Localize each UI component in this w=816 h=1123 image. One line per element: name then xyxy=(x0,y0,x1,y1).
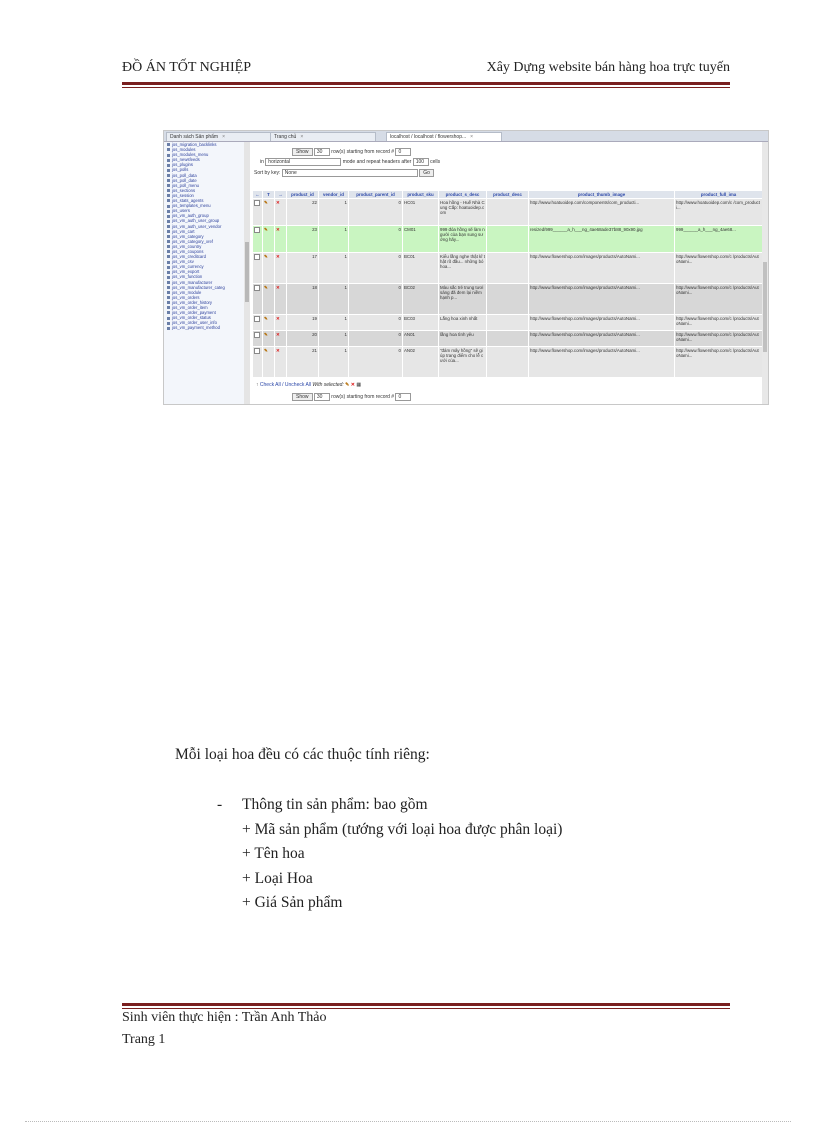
go-button[interactable]: Go xyxy=(419,169,434,177)
delete-icon[interactable]: ✕ xyxy=(350,382,355,388)
scroll-thumb[interactable] xyxy=(245,242,249,302)
col-header[interactable]: product_id xyxy=(287,191,319,199)
sidebar-table-link[interactable]: jos_vm_order_user_info xyxy=(164,320,244,325)
sidebar-table-link[interactable]: jos_vm_order_payment xyxy=(164,310,244,315)
delete-icon[interactable]: ✕ xyxy=(275,315,287,331)
start-input[interactable]: 0 xyxy=(395,148,411,156)
tab-home[interactable] xyxy=(270,132,376,141)
table-row[interactable] xyxy=(253,315,763,331)
export-icon[interactable]: ▦ xyxy=(356,382,362,388)
cell-short-desc: Màu sắc trẻ trung tươi sáng đã đem lại niềm hạnh p... xyxy=(439,284,487,315)
cell-sku: AN01 xyxy=(403,331,439,347)
sort-label: Sort by key: xyxy=(254,170,281,176)
table-row[interactable] xyxy=(253,331,763,347)
sidebar-table-link[interactable]: jos_vm_orders xyxy=(164,295,244,300)
sidebar-table-link[interactable]: jos_vm_category xyxy=(164,234,244,239)
cell-full-image: http://www.flowershop.com/c /products/AutoNami... xyxy=(675,253,763,284)
scroll-thumb[interactable] xyxy=(763,262,767,352)
row-checkbox[interactable] xyxy=(253,199,263,226)
sidebar-table-link[interactable]: jos_users xyxy=(164,208,244,213)
col-header[interactable]: product_full_ima xyxy=(675,191,763,199)
in-text: in xyxy=(260,159,264,165)
browser-tab-bar xyxy=(164,131,768,142)
cell-full-image: http://www.flowershop.com/c /products/AutoNami... xyxy=(675,331,763,347)
footer-rule-thin xyxy=(122,1008,730,1009)
cell-vendor-id: 1 xyxy=(319,253,349,284)
cell-product-id: 21 xyxy=(287,347,319,378)
close-icon[interactable]: × xyxy=(300,134,304,140)
sidebar-table-link[interactable]: jos_vm_manufacturer xyxy=(164,280,244,285)
cell-full-image: http://www.hoatuoidep.com/c /com_producti... xyxy=(675,199,763,226)
row-checkbox[interactable] xyxy=(253,331,263,347)
header-arrow: ← xyxy=(253,191,263,199)
table-header-row xyxy=(253,191,763,199)
page-header xyxy=(122,60,730,80)
col-header[interactable]: vendor_id xyxy=(319,191,349,199)
edit-icon[interactable]: ✎ xyxy=(263,226,275,253)
cell-product-id: 22 xyxy=(287,199,319,226)
sidebar-table-link[interactable]: jos_vm_csv xyxy=(164,259,244,264)
sidebar-table-link[interactable]: jos_poll_date xyxy=(164,178,244,183)
cell-thumb-image: http://www.hoatuoidep.com/components/com_producti... xyxy=(529,199,675,226)
cell-product-id: 19 xyxy=(287,315,319,331)
cell-full-image: 999______a_h___ng_4ae68... xyxy=(675,226,763,253)
sidebar-table-link[interactable]: jos_vm_export xyxy=(164,269,244,274)
tab-product-list[interactable] xyxy=(166,132,272,141)
cell-sku: BC02 xyxy=(403,284,439,315)
sidebar-table-link[interactable]: jos_poll_menu xyxy=(164,183,244,188)
sidebar-table-link[interactable]: jos_sections xyxy=(164,188,244,193)
header-t[interactable]: T xyxy=(263,191,275,199)
show-controls-bottom xyxy=(292,393,411,401)
sidebar-table-link[interactable]: jos_session xyxy=(164,193,244,198)
cell-short-desc: 999 đóa hồng sẽ làm người của bạn sung sướng hãy... xyxy=(439,226,487,253)
cell-parent-id: 0 xyxy=(349,253,403,284)
cell-sku: BC01 xyxy=(403,253,439,284)
product-table xyxy=(252,190,763,378)
cell-full-image: http://www.flowershop.com/c /products/AutoNami... xyxy=(675,315,763,331)
cell-desc xyxy=(487,199,529,226)
sidebar-table-link[interactable]: jos_vm_order_history xyxy=(164,300,244,305)
browse-panel xyxy=(252,142,768,404)
sidebar-table-link[interactable]: jos_vm_cart xyxy=(164,229,244,234)
delete-icon[interactable]: ✕ xyxy=(275,331,287,347)
sidebar-table-link[interactable]: jos_migration_backlinks xyxy=(164,142,244,147)
cell-thumb-image: http://www.flowershop.com/images/products/AutoNami... xyxy=(529,284,675,315)
delete-icon[interactable]: ✕ xyxy=(275,226,287,253)
col-header[interactable]: product_thumb_image xyxy=(529,191,675,199)
row-checkbox[interactable] xyxy=(253,315,263,331)
header-title-right: Xây Dựng website bán hàng hoa trực tuyến xyxy=(486,60,730,75)
rows-text: row(s) starting from record # xyxy=(331,394,395,400)
show-button[interactable]: Show xyxy=(292,393,313,401)
cell-parent-id: 0 xyxy=(349,315,403,331)
cell-vendor-id: 1 xyxy=(319,315,349,331)
sidebar-table-link[interactable]: jos_vm_auth_user_vendor xyxy=(164,224,244,229)
edit-icon[interactable]: ✎ xyxy=(263,284,275,315)
col-header[interactable]: product_s_desc xyxy=(439,191,487,199)
cell-vendor-id: 1 xyxy=(319,284,349,315)
phpmyadmin-screenshot xyxy=(163,130,769,405)
sidebar-table-link[interactable]: jos_modules_menu xyxy=(164,152,244,157)
mode-controls xyxy=(260,158,440,166)
page-edge-divider xyxy=(25,1121,791,1122)
tab-label: localhost / localhost / flowershop... xyxy=(390,134,467,140)
sidebar-table-link[interactable]: jos_vm_function xyxy=(164,274,244,279)
delete-icon[interactable]: ✕ xyxy=(275,284,287,315)
cell-product-id: 18 xyxy=(287,284,319,315)
cell-desc xyxy=(487,226,529,253)
footer-student: Sinh viên thực hiện : Trần Anh Thảo xyxy=(122,1010,327,1025)
row-checkbox[interactable] xyxy=(253,347,263,378)
bullet-dash: - xyxy=(217,796,223,813)
row-checkbox[interactable] xyxy=(253,226,263,253)
sidebar-table-link[interactable]: jos_vm_creditcard xyxy=(164,254,244,259)
sidebar-table-link[interactable]: jos_vm_order_status xyxy=(164,315,244,320)
sidebar-table-link[interactable]: jos_vm_module xyxy=(164,290,244,295)
cell-short-desc: Lẵng hoa xinh nhất xyxy=(439,315,487,331)
check-all-bar xyxy=(256,382,361,388)
sidebar-table-link[interactable]: jos_stats_agents xyxy=(164,198,244,203)
delete-icon[interactable]: ✕ xyxy=(275,347,287,378)
cell-parent-id: 0 xyxy=(349,199,403,226)
cell-product-id: 17 xyxy=(287,253,319,284)
delete-icon[interactable]: ✕ xyxy=(275,199,287,226)
cell-full-image: http://www.flowershop.com/c /products/AutoNami... xyxy=(675,347,763,378)
col-header[interactable]: product_desc xyxy=(487,191,529,199)
sidebar-scrollbar[interactable] xyxy=(244,142,250,404)
cell-sku: CM01 xyxy=(403,226,439,253)
sidebar-table-link[interactable]: jos_vm_order_item xyxy=(164,305,244,310)
rows-input[interactable]: 30 xyxy=(314,148,330,156)
cell-thumb-image: http://www.flowershop.com/images/products/AutoNami... xyxy=(529,315,675,331)
cell-thumb-image: http://www.flowershop.com/images/products/AutoNami... xyxy=(529,331,675,347)
edit-icon[interactable]: ✎ xyxy=(263,253,275,284)
sort-controls xyxy=(254,169,434,177)
show-button[interactable]: Show xyxy=(292,148,313,156)
edit-icon[interactable]: ✎ xyxy=(345,382,350,388)
header-arrow-right: → xyxy=(275,191,287,199)
cell-vendor-id: 1 xyxy=(319,226,349,253)
mode-select[interactable]: horizontal xyxy=(265,158,341,166)
cell-short-desc: lẵng hoa tình yêu xyxy=(439,331,487,347)
table-list-sidebar xyxy=(164,142,245,404)
start-input[interactable]: 0 xyxy=(395,393,411,401)
edit-icon[interactable]: ✎ xyxy=(263,315,275,331)
delete-icon[interactable]: ✕ xyxy=(275,253,287,284)
rows-input[interactable]: 30 xyxy=(314,393,330,401)
col-header[interactable]: product_parent_id xyxy=(349,191,403,199)
sidebar-table-link[interactable]: jos_vm_payment_method xyxy=(164,325,244,330)
sort-select[interactable]: None xyxy=(282,169,418,177)
table-row[interactable] xyxy=(253,284,763,315)
sidebar-table-link[interactable]: jos_newsfeeds xyxy=(164,157,244,162)
sidebar-table-link[interactable]: jos_plugins xyxy=(164,162,244,167)
sidebar-table-link[interactable]: jos_vm_manufacturer_categ xyxy=(164,285,244,290)
cell-desc xyxy=(487,331,529,347)
cell-vendor-id: 1 xyxy=(319,347,349,378)
cell-thumb-image: http://www.flowershop.com/images/products/AutoNami... xyxy=(529,253,675,284)
cell-vendor-id: 1 xyxy=(319,331,349,347)
cell-parent-id: 0 xyxy=(349,331,403,347)
table-row[interactable] xyxy=(253,347,763,378)
sidebar-table-link[interactable]: jos_polls xyxy=(164,167,244,172)
footer-rule xyxy=(122,1003,730,1006)
close-icon[interactable]: × xyxy=(470,134,474,140)
list-item: + Tên hoa xyxy=(242,845,305,862)
sidebar-table-link[interactable]: jos_vm_category_xref xyxy=(164,239,244,244)
list-item: + Loại Hoa xyxy=(242,870,313,887)
header-rule-thin xyxy=(122,87,730,88)
sidebar-table-link[interactable]: jos_vm_coupons xyxy=(164,249,244,254)
with-selected-label: With selected: xyxy=(312,382,344,388)
footer-page-number: Trang 1 xyxy=(122,1032,166,1047)
cell-product-id: 23 xyxy=(287,226,319,253)
rows-text: row(s) starting from record # xyxy=(331,149,395,155)
edit-icon[interactable]: ✎ xyxy=(263,347,275,378)
tab-localhost[interactable] xyxy=(386,132,502,141)
cell-parent-id: 0 xyxy=(349,226,403,253)
cell-desc xyxy=(487,347,529,378)
cell-short-desc: Kiểu lẵng nghe thật kĩ thật rõ đầu... những bó hoa... xyxy=(439,253,487,284)
tab-label: Trang chủ xyxy=(274,134,297,140)
row-checkbox[interactable] xyxy=(253,284,263,315)
cell-short-desc: Hoa hồng - Huế Nhà Cung Cấp: hoatuoidep.com xyxy=(439,199,487,226)
cell-parent-id: 0 xyxy=(349,284,403,315)
cell-desc xyxy=(487,284,529,315)
cell-product-id: 20 xyxy=(287,331,319,347)
list-item: + Mã sản phẩm (tướng với loại hoa được phân loại) xyxy=(242,821,563,838)
table-row[interactable] xyxy=(253,253,763,284)
close-icon[interactable]: × xyxy=(222,134,226,140)
header-title-left: ĐỒ ÁN TỐT NGHIỆP xyxy=(122,60,251,75)
sidebar-table-link[interactable]: jos_vm_auth_group xyxy=(164,213,244,218)
cell-short-desc: "đám mây hồng" sẽ giúp trang điểm cho lễ cưới của... xyxy=(439,347,487,378)
sidebar-table-link[interactable]: jos_templates_menu xyxy=(164,203,244,208)
cell-parent-id: 0 xyxy=(349,347,403,378)
arrow-up-icon: ↑ xyxy=(256,382,259,388)
show-controls xyxy=(292,148,411,156)
cell-vendor-id: 1 xyxy=(319,199,349,226)
sidebar-table-link[interactable]: jos_vm_currency xyxy=(164,264,244,269)
sidebar-table-link[interactable]: jos_poll_data xyxy=(164,173,244,178)
edit-icon[interactable]: ✎ xyxy=(263,331,275,347)
list-item: + Giá Sản phẩm xyxy=(242,894,343,911)
header-rule xyxy=(122,82,730,85)
edit-icon[interactable]: ✎ xyxy=(263,199,275,226)
cell-desc xyxy=(487,315,529,331)
col-header[interactable]: product_sku xyxy=(403,191,439,199)
row-checkbox[interactable] xyxy=(253,253,263,284)
mode-text: mode and repeat headers after xyxy=(342,159,412,165)
cell-sku: BC03 xyxy=(403,315,439,331)
bullet-product-info: Thông tin sản phẩm: bao gồm xyxy=(242,796,428,813)
sidebar-table-link[interactable]: jos_vm_country xyxy=(164,244,244,249)
repeat-input[interactable]: 100 xyxy=(413,158,429,166)
cell-thumb-image: resized/999______a_h___ng_4ae68ade37b88_90x90.jpg xyxy=(529,226,675,253)
sidebar-table-link[interactable]: jos_vm_auth_user_group xyxy=(164,218,244,223)
cells-text: cells xyxy=(430,159,441,165)
tab-label: Danh sách Sản phẩm xyxy=(170,134,219,140)
cell-full-image: http://www.flowershop.com/c /products/AutoNami... xyxy=(675,284,763,315)
cell-desc xyxy=(487,253,529,284)
intro-paragraph: Mỗi loại hoa đều có các thuộc tính riêng: xyxy=(175,746,430,763)
check-all-link[interactable]: Check All / Uncheck All xyxy=(259,382,312,388)
cell-sku: HC01 xyxy=(403,199,439,226)
table-row[interactable] xyxy=(253,199,763,226)
table-row[interactable] xyxy=(253,226,763,253)
main-scrollbar[interactable] xyxy=(762,142,768,404)
cell-thumb-image: http://www.flowershop.com/images/products/AutoNami... xyxy=(529,347,675,378)
sidebar-table-link[interactable]: jos_modules xyxy=(164,147,244,152)
cell-sku: AN02 xyxy=(403,347,439,378)
